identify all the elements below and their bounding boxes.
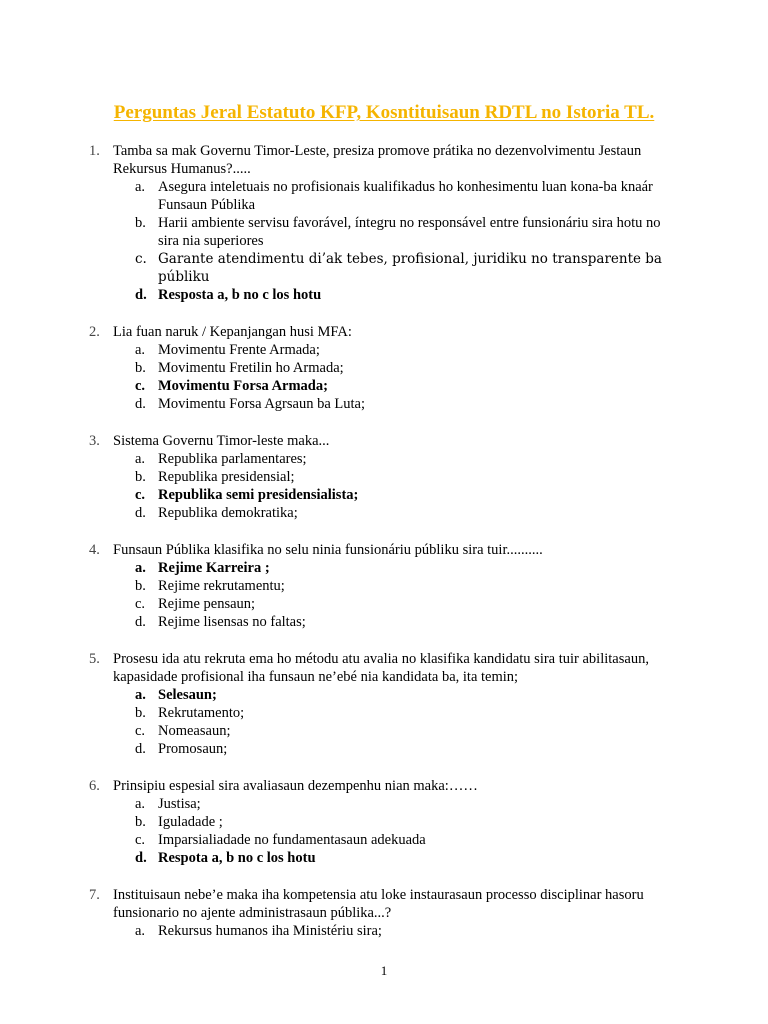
option-text: Republika semi presidensialista;: [158, 487, 359, 503]
option-label: d.: [135, 741, 146, 757]
option-b: [0, 704, 768, 722]
option-label: a.: [135, 923, 146, 939]
option-text: Movimentu Frente Armada;: [158, 342, 320, 358]
question-text: Prosesu ida atu rekruta ema ho métodu atu avalia no klasifika kandidatu sira tuir abilitasaun, kapasidade profisional iha funsaun ne’ebé nia kandidata ba, ita temin;: [113, 651, 649, 685]
question-text: Sistema Governu Timor-leste maka...: [113, 433, 330, 449]
option-a: [0, 450, 768, 468]
option-c: [0, 595, 768, 613]
question-text: Lia fuan naruk / Kepanjangan husi MFA:: [113, 324, 352, 340]
option-label: c.: [135, 251, 147, 267]
question-list: [0, 142, 768, 959]
option-label: a.: [135, 796, 146, 812]
option-d: [0, 740, 768, 758]
option-label: a.: [135, 342, 146, 358]
option-a: [0, 922, 768, 940]
option-text: Rejime lisensas no faltas;: [158, 614, 306, 630]
option-text: Resposta a, b no c los hotu: [158, 287, 322, 303]
page-number: 1: [380, 963, 388, 978]
option-c: [0, 722, 768, 740]
option-label: b.: [135, 469, 146, 485]
question-text: Tamba sa mak Governu Timor-Leste, presiza promove prátika no dezenvolvimentu Jestaun Rekursus Humanus?.....: [113, 143, 642, 177]
option-c-answer: [0, 377, 768, 395]
option-label: d.: [135, 396, 146, 412]
option-a-answer: [0, 686, 768, 704]
option-text: Harii ambiente servisu favorável, íntegru no responsável entre funsionáriu sira hotu no sira nia superiores: [158, 215, 661, 249]
option-text: Nomeasaun;: [158, 723, 231, 739]
option-label: a.: [135, 179, 146, 195]
option-label: d.: [135, 505, 146, 521]
option-label: c.: [135, 723, 146, 739]
option-d: [0, 613, 768, 631]
question-6: [0, 777, 768, 867]
option-label: d.: [135, 287, 147, 303]
option-label: b.: [135, 814, 146, 830]
option-label: b.: [135, 578, 146, 594]
option-text: Rejime Karreira ;: [158, 560, 270, 576]
option-b: [0, 468, 768, 486]
question-number: 3.: [89, 433, 100, 449]
option-b: [0, 577, 768, 595]
option-label: c.: [135, 832, 146, 848]
question-2: [0, 323, 768, 413]
option-b: [0, 214, 768, 250]
option-label: a.: [135, 687, 146, 703]
option-text: Rekursus humanos iha Ministériu sira;: [158, 923, 382, 939]
option-label: d.: [135, 614, 146, 630]
option-text: Justisa;: [158, 796, 201, 812]
question-3: [0, 432, 768, 522]
option-label: b.: [135, 360, 146, 376]
option-c: [0, 831, 768, 849]
option-label: b.: [135, 215, 146, 231]
option-label: a.: [135, 451, 146, 467]
option-text: Respota a, b no c los hotu: [158, 850, 316, 866]
option-text: Movimentu Forsa Armada;: [158, 378, 328, 394]
option-b: [0, 813, 768, 831]
option-text: Iguladade ;: [158, 814, 223, 830]
option-text: Rekrutamento;: [158, 705, 245, 721]
option-text: Movimentu Fretilin ho Armada;: [158, 360, 344, 376]
option-a: [0, 795, 768, 813]
option-d: [0, 395, 768, 413]
option-b: [0, 359, 768, 377]
question-4: [0, 541, 768, 631]
question-number: 1.: [89, 143, 100, 159]
option-label: d.: [135, 850, 147, 866]
option-d-answer: [0, 849, 768, 867]
question-text: Instituisaun nebe’e maka iha kompetensia atu loke instaurasaun processo disciplinar hasoru funsionario no ajente administrasaun públika...?: [113, 887, 644, 921]
question-text: Funsaun Públika klasifika no selu ninia funsionáriu públiku sira tuir..........: [113, 542, 543, 558]
option-c: [0, 250, 768, 286]
option-label: c.: [135, 596, 146, 612]
option-text: Republika presidensial;: [158, 469, 295, 485]
option-text: Imparsialiadade no fundamentasaun adekuada: [158, 832, 426, 848]
option-label: b.: [135, 705, 146, 721]
option-text: Selesaun;: [158, 687, 217, 703]
option-text: Rejime pensaun;: [158, 596, 256, 612]
question-number: 2.: [89, 324, 100, 340]
option-text: Rejime rekrutamentu;: [158, 578, 285, 594]
option-label: c.: [135, 487, 146, 503]
question-7: [0, 886, 768, 940]
option-text: Asegura inteletuais no profisionais kualifikadus ho konhesimentu luan kona-ba knaár Funsaun Públika: [158, 179, 653, 213]
question-text: Prinsipiu espesial sira avaliasaun dezempenhu nian maka:……: [113, 778, 478, 794]
option-c-answer: [0, 486, 768, 504]
option-text: Movimentu Forsa Agrsaun ba Luta;: [158, 396, 366, 412]
option-d-answer: [0, 286, 768, 304]
option-text: Republika parlamentares;: [158, 451, 307, 467]
option-text: Garante atendimentu di’ak tebes, profisional, juridiku no transparente ba públiku: [158, 251, 662, 285]
question-number: 4.: [89, 542, 100, 558]
option-a: [0, 178, 768, 214]
option-a: [0, 341, 768, 359]
option-d: [0, 504, 768, 522]
option-label: c.: [135, 378, 146, 394]
question-number: 5.: [89, 651, 100, 667]
option-label: a.: [135, 560, 146, 576]
question-number: 7.: [89, 887, 100, 903]
question-5: [0, 650, 768, 758]
option-a-answer: [0, 559, 768, 577]
document-title: Perguntas Jeral Estatuto KFP, Kosntituisaun RDTL no Istoria TL.: [113, 102, 655, 123]
option-text: Promosaun;: [158, 741, 228, 757]
option-text: Republika demokratika;: [158, 505, 298, 521]
question-1: [0, 142, 768, 304]
question-number: 6.: [89, 778, 100, 794]
